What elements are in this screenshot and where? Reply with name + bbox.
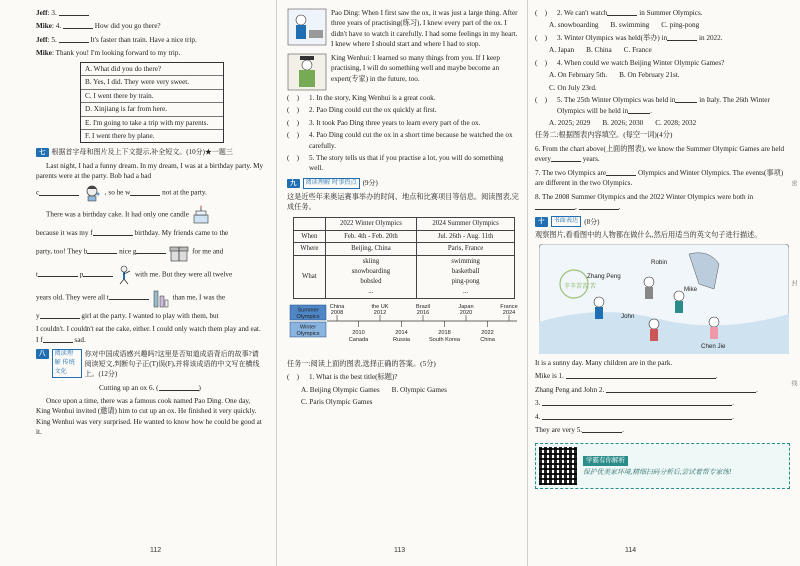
winter-year: 2014	[395, 329, 408, 336]
option-item: D. Xinjiang is far from here.	[81, 103, 223, 116]
option[interactable]: A. 2025; 2029	[549, 118, 591, 127]
writing-line: It is a sunny day. Many children are in the park.	[535, 358, 673, 367]
qr-code-icon[interactable]	[539, 447, 577, 485]
section-title: (9分)	[362, 179, 378, 188]
summer-year: 2016	[416, 309, 430, 316]
option-item: B. Yes, I did. They were very sweet.	[81, 76, 223, 89]
writing-line: 4. .	[535, 412, 734, 421]
answer-blank[interactable]	[43, 335, 73, 343]
story-paragraph: Pao Ding: When I first saw the ox, it was just a large thing. After three years of practising(练习), I knew every part of the ox. I didn't have to watch it carefully. I had some feelings in my heart. I knew where I should start and where I had to stop.	[287, 8, 519, 53]
winter-year: 2018	[438, 329, 451, 336]
tf-question: ( ) 5. The story tells us that if you practise a lot, you will do something well.	[287, 153, 504, 173]
option[interactable]: C. ping-pong	[661, 21, 700, 30]
option-item: A. What did you do there?	[81, 63, 223, 76]
winter-year: 2022	[481, 329, 494, 336]
answer-line[interactable]	[542, 412, 732, 420]
table-cell: Paris, France	[417, 243, 515, 256]
answer-blank[interactable]	[582, 425, 622, 433]
sick-child-icon	[81, 184, 103, 202]
summer-year: 2008	[330, 309, 344, 316]
section-number: 七	[36, 148, 49, 157]
name-label: Mike	[684, 285, 698, 293]
section-intro: 观察图片,看看图中的人物都在做什么,然后用适当的英文句子进行描述。	[535, 231, 762, 240]
summer-place: Brazil	[416, 303, 430, 310]
answer-line[interactable]	[566, 371, 716, 379]
dialog-line: Mike: Thank you! I'm looking forward to my trip.	[36, 49, 181, 58]
name-label: John	[621, 312, 635, 320]
qr-box	[535, 443, 790, 489]
page-112	[0, 0, 272, 566]
answer-blank[interactable]	[535, 202, 575, 210]
dialog-line: Mike: 4. How did you go there?	[36, 22, 161, 31]
writing-line: 3. .	[535, 399, 734, 408]
summer-place: China	[329, 303, 345, 310]
option[interactable]: C. Paris Olympic Games	[301, 398, 373, 407]
answer-blank[interactable]	[606, 168, 636, 176]
option[interactable]: B. 2026; 2030	[602, 118, 644, 127]
section-type: 阅读理解 时事热点	[303, 178, 360, 189]
section-8-story: Once upon a time, there was a famous cook named Pao Ding. One day, King Wenhui invited (邀请) him to cut up an ox. He finished it very quickly. King Wenhui was very surprised. He wanted to know how he could be good at it.	[36, 397, 262, 437]
winter-place: China	[480, 336, 495, 343]
option-item: C. I went there by train.	[81, 90, 223, 103]
answer-blank[interactable]	[87, 246, 117, 254]
dialog-line: Jeff: 5. It's faster than train. Have a nice trip.	[36, 35, 197, 44]
section-intro: 这是近些年来奥运赛事举办的时间、地点和比赛项目等信息。阅读图表,完成任务。	[287, 192, 519, 212]
writing-line: They are very 5. .	[535, 426, 624, 435]
option[interactable]: C. 2028; 2032	[655, 118, 697, 127]
summer-place: France	[500, 303, 518, 310]
fill-question: 6. From the chart above(上面的图表), we know the Summer Olympic Games are held every years.	[535, 144, 785, 164]
king-icon	[287, 53, 327, 91]
option[interactable]: B. On February 21st.	[619, 71, 680, 80]
cook-icon	[287, 8, 327, 46]
qr-text: 保护优美家环境,精细扫码分析后,尝试着帮专家练!	[583, 468, 732, 476]
tf-question: ( ) 1. In the story, King Wenhui is a great cook.	[287, 93, 436, 102]
summer-year: 2020	[459, 309, 473, 316]
summer-year: 2024	[502, 309, 516, 316]
mc-options	[287, 385, 519, 395]
option[interactable]: C. France	[623, 46, 652, 55]
section-9-header	[287, 178, 519, 189]
side-label: 线	[790, 380, 796, 386]
mc-options	[287, 397, 519, 407]
task-title: 任务一:阅读上面的图表,选择正确的答案。(5分)	[287, 360, 436, 369]
table-cell: Feb. 4th - Feb. 20th	[325, 230, 417, 243]
task-title: 任务二:根据图表内容填空。(每空一词)(4分)	[535, 131, 673, 140]
page-divider	[527, 0, 528, 566]
option[interactable]: A. snowboarding	[549, 21, 599, 30]
answer-line[interactable]	[606, 385, 756, 393]
option-item: F. I went there by plane.	[85, 131, 155, 140]
qr-title: 学霸有你解析	[583, 456, 628, 465]
answer-blank[interactable]	[59, 35, 89, 43]
story-paragraph: King Wenhui: I learned so many things from you. If I keep practising, I will do something well and maybe become an expert(专家) in the future, too.	[287, 53, 519, 91]
answer-blank[interactable]	[109, 292, 149, 300]
writing-line: Zhang Peng and John 2. .	[535, 385, 758, 394]
option[interactable]: C. On July 23rd.	[549, 83, 597, 92]
summer-label: Summer	[297, 307, 319, 314]
tall-kids-icon	[151, 288, 171, 308]
summer-place: the UK	[371, 303, 389, 310]
true-false-list	[287, 93, 519, 174]
option[interactable]: B. Olympic Games	[391, 385, 447, 394]
answer-blank[interactable]	[551, 154, 581, 162]
table-cell: When	[294, 230, 326, 243]
section-8-header	[36, 349, 264, 379]
playing-child-icon	[115, 265, 133, 285]
winter-label: Winter	[299, 324, 317, 331]
table-header: 2024 Summer Olympics	[417, 217, 515, 230]
fill-question: 7. The two Olympics are Olympics and Winter Olympics. The events(事项) are different in the two Olympics.	[535, 168, 784, 188]
side-label: 封	[790, 280, 796, 286]
option-item: E. I'm going to take a trip with my parents.	[81, 117, 223, 130]
winter-year: 2010	[352, 329, 365, 336]
option[interactable]: A. Beijing Olympic Games	[301, 385, 380, 394]
summer-label: Olympics	[296, 313, 320, 320]
section-number: 九	[287, 179, 300, 188]
mc-question: ( ) 1. What is the best title(标题)?	[287, 373, 398, 382]
answer-blank[interactable]	[38, 269, 78, 277]
section-title: 你对中国成语感兴趣吗?这里是否知道成语背后的故事?请阅读短文,判断句子正(T)误(F),并将该成语的中文写在横线上。(12分)	[84, 350, 260, 379]
birthday-cake-icon	[191, 205, 211, 225]
answer-blank[interactable]	[83, 269, 113, 277]
table-cell: What	[294, 256, 326, 298]
option[interactable]: B. swimming	[610, 21, 650, 30]
winter-place: South Korea	[428, 336, 461, 343]
winter-place: Russia	[392, 336, 411, 343]
option[interactable]: B. China	[586, 46, 612, 55]
summer-year: 2012	[373, 309, 387, 316]
table-cell: Where	[294, 243, 326, 256]
page-114	[529, 0, 800, 566]
table-cell: skiing snowboarding bobsled ...	[325, 256, 417, 298]
answer-blank[interactable]	[59, 8, 89, 16]
section-number: 八	[36, 349, 49, 358]
olympics-timeline	[289, 303, 521, 353]
page-number: 113	[394, 546, 406, 554]
writing-line: Mike is 1. .	[535, 372, 718, 381]
answer-blank[interactable]	[39, 188, 79, 196]
gift-box-icon	[168, 242, 190, 262]
section-type: 阅读理解 传统文化	[52, 349, 82, 378]
tf-question: ( ) 4. Pao Ding could cut the ox in a short time because he watched the ox carefully.	[287, 131, 513, 150]
name-label: Zhang Peng	[587, 272, 621, 280]
page-113	[279, 0, 525, 566]
mc-question-block: ( ) 2. We can't watch in Summer Olympics. A. snowboarding B. swimming C. ping-pong	[535, 9, 703, 30]
name-label: Chen Jie	[701, 342, 726, 350]
answer-blank[interactable]	[136, 246, 166, 254]
answer-blank[interactable]	[93, 228, 133, 236]
options-box	[80, 62, 224, 144]
svg-text:辛辛苦苦 苦: 辛辛苦苦 苦	[564, 282, 596, 290]
name-label: Robin	[651, 258, 668, 266]
winter-place: Canada	[348, 336, 369, 343]
park-picture	[539, 244, 789, 354]
fill-question: 8. The 2008 Summer Olympics and the 2022 Winter Olympics were both in, .	[535, 192, 754, 211]
summer-place: Japan	[458, 303, 474, 310]
table-cell: swimming basketball ping-pong ...	[417, 256, 515, 298]
answer-blank[interactable]	[40, 311, 80, 319]
answer-blank[interactable]	[130, 188, 160, 196]
idiom-title: Cutting up an ox 6. ( )	[99, 383, 201, 392]
answer-blank[interactable]	[159, 383, 199, 391]
section-title: (8分)	[584, 217, 600, 226]
tf-question: ( ) 2. Pao Ding could cut the ox quickly at first.	[287, 106, 437, 115]
page-number: 112	[150, 546, 162, 554]
answer-blank[interactable]	[63, 21, 93, 29]
answer-blank[interactable]	[579, 202, 619, 210]
mc-question-block: ( ) 4. When could we watch Beijing Winter Olympic Games? A. On February 5th. B. On February 21st. C. On July 23rd.	[535, 58, 725, 92]
page-divider	[276, 0, 277, 566]
olympics-table	[293, 217, 515, 299]
winter-label: Olympics	[296, 330, 320, 337]
section-7-header	[36, 147, 264, 157]
section-10-header	[535, 216, 790, 227]
side-label: 密	[790, 180, 796, 186]
table-cell: Beijing, China	[325, 243, 417, 256]
mc-question-block: ( ) 5. The 25th Winter Olympics was held in in Italy. The 26th Winter Olympics will be held in . A. 2025; 2029 B. 2026; 2030 C. 2028; 2032	[535, 96, 770, 127]
option[interactable]: A. On February 5th.	[549, 71, 608, 80]
section-title: 根据首字母和图片及上下文提示,补全短文。(10分)★一题三	[51, 148, 233, 157]
answer-line[interactable]	[542, 398, 732, 406]
option[interactable]: A. Japan	[549, 46, 575, 55]
mc-question-block: ( ) 3. Winter Olympics was held(举办) in in 2022. A. Japan B. China C. France	[535, 33, 723, 55]
table-header	[294, 217, 326, 230]
table-cell: Jul. 26th - Aug. 11th	[417, 230, 515, 243]
table-header: 2022 Winter Olympics	[325, 217, 417, 230]
section-7-story: Last night, I had a funny dream. In my dream, I was at a birthday party. My parents were at the party. Bob had a bad c , so he w not at the party. There was a birthday cake. It had only one candle because it was my f birthday. My friends came to the party, too! They b nice g for me and t p with me. But they were all twelve years old. They were all t than me, I was the y girl at the party. I wanted to play with them, but I couldn't. I couldn't eat the cake, either. I could only watch them play and eat. I f sad.	[36, 161, 264, 344]
dialog-line: Jeff: 3.	[36, 8, 264, 18]
tf-question: ( ) 3. It took Pao Ding three years to learn every part of the ox.	[287, 118, 481, 127]
section-number: 十	[535, 217, 548, 226]
section-type: 书面表达	[551, 216, 582, 227]
page-number: 114	[625, 546, 637, 554]
